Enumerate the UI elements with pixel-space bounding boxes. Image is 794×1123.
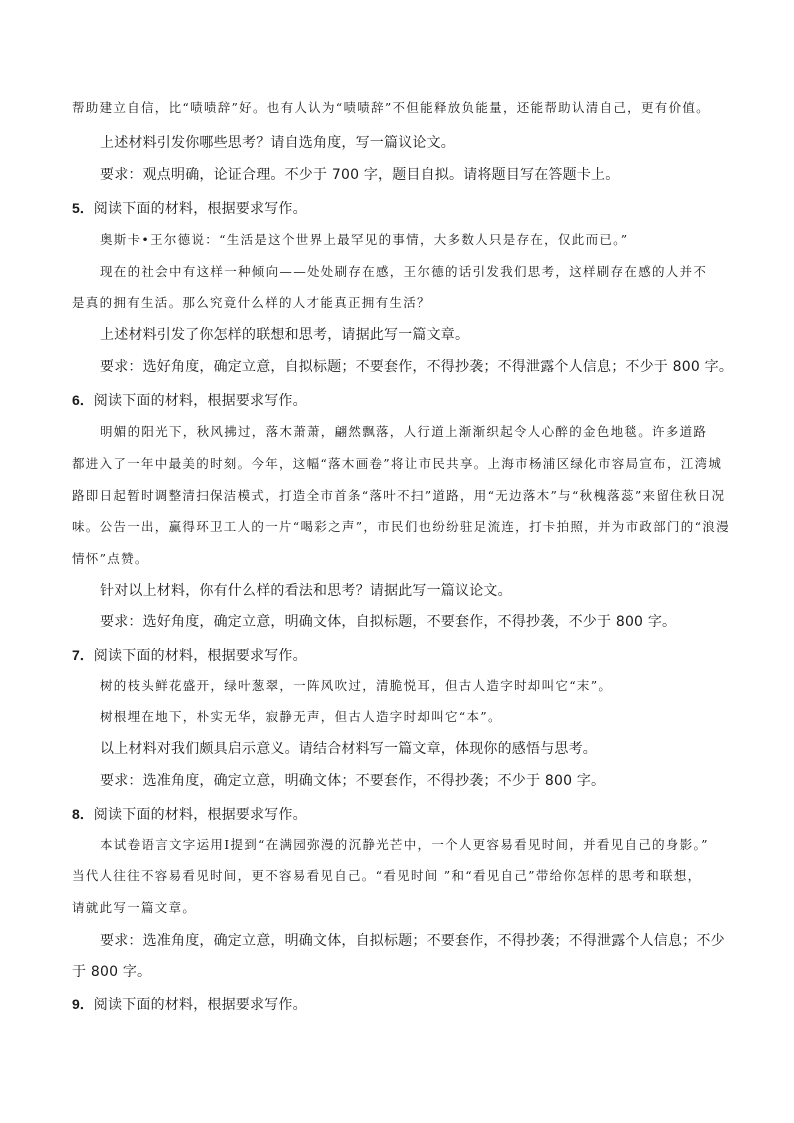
requirement-text: 要求：选准角度，确定立意，明确文体，自拟标题；不要套作，不得抄袭；不得泄露个人信息；不少 [100, 933, 725, 949]
material-text: 现在的社会中有这样一种倾向——处处刷存在感，王尔德的话引发我们思考，这样刷存在感的人并不 [100, 264, 708, 279]
material-text: 树的枝头鲜花盛开，绿叶葱翠，一阵风吹过，清脆悦耳，但古人造字时却叫它“末”。 [100, 678, 613, 693]
material-text: 树根埋在地下，朴实无华，寂静无声，但古人造字时却叫它“本”。 [100, 709, 502, 724]
question-5-heading [72, 200, 307, 216]
material-text: 明媚的阳光下，秋风拂过，落木萧萧，翩然飘落，人行道上渐渐织起令人心醉的金色地毯。许多道路 [100, 424, 708, 439]
question-prompt: 阅读下面的材料，根据要求写作。 [93, 807, 307, 823]
question-number: 7． [72, 647, 94, 663]
material-text: 都进入了一年中最美的时刻。今年，这幅“落木画卷”将让市民共享。上海市杨浦区绿化市容局宣布，江湾城 [72, 456, 723, 471]
material-text: 味。公告一出，赢得环卫工人的一片“喝彩之声”，市民们也纷纷驻足流连，打卡拍照，并为市政部门的“浪漫 [72, 519, 730, 534]
material-quote: 奥斯卡•王尔德说：“生活是这个世界上最罕见的事情，大多数人只是存在，仅此而已。” [100, 232, 629, 247]
material-text-continued: 帮助建立自信，比“啧啧辞”好。也有人认为“啧啧辞”不但能释放负能量，还能帮助认清自己，更有价值。 [72, 100, 710, 115]
question-9-heading [72, 996, 307, 1012]
requirement-text: 于 800 字。 [72, 964, 152, 980]
question-6-heading [72, 392, 307, 408]
task-instruction: 针对以上材料，你有什么样的看法和思考？请据此写一篇议论文。 [100, 583, 512, 599]
question-prompt: 阅读下面的材料，根据要求写作。 [93, 648, 307, 664]
material-text: 当代人往往不容易看见时间，更不容易看见自己。“看见时间 ”和“看见自己”带给你怎样的思考和联想， [72, 868, 702, 883]
question-7-heading [72, 647, 307, 663]
task-instruction: 上述材料引发你哪些思考？请自选角度，写一篇议论文。 [100, 135, 455, 151]
question-prompt: 阅读下面的材料，根据要求写作。 [93, 201, 307, 217]
question-number: 5． [72, 200, 94, 216]
material-text: 路即日起暂时调整清扫保洁模式，打造全市首条“落叶不扫”道路，用“无边落木”与“秋槐落蕊”来留住秋日况 [72, 488, 726, 503]
requirement-text: 要求：观点明确，论证合理。不少于 700 字，题目自拟。请将题目写在答题卡上。 [100, 167, 620, 183]
material-text: 请就此写一篇文章。 [72, 900, 197, 915]
material-text: 本试卷语言文字运用Ⅰ提到“在满园弥漫的沉静光芒中，一个人更容易看见时间，并看见自己的身影。” [100, 837, 709, 852]
question-number: 6． [72, 392, 94, 408]
question-number: 9． [72, 996, 94, 1012]
task-instruction: 上述材料引发了你怎样的联想和思考，请据此写一篇文章。 [100, 327, 470, 343]
requirement-text: 要求：选好角度，确定立意，自拟标题；不要套作，不得抄袭；不得泄露个人信息；不少于 800 字。 [100, 359, 734, 375]
material-text: 情怀”点赞。 [72, 551, 149, 566]
question-prompt: 阅读下面的材料，根据要求写作。 [93, 393, 307, 409]
requirement-text: 要求：选好角度，确定立意，明确文体，自拟标题，不要套作，不得抄袭，不少于 800 字。 [100, 614, 677, 630]
question-number: 8． [72, 806, 94, 822]
requirement-text: 要求：选准角度，确定立意，明确文体；不要套作，不得抄袭；不少于 800 字。 [100, 773, 606, 789]
question-8-heading [72, 806, 307, 822]
task-instruction: 以上材料对我们颇具启示意义。请结合材料写一篇文章，体现你的感悟与思考。 [100, 741, 597, 757]
question-prompt: 阅读下面的材料，根据要求写作。 [93, 997, 307, 1013]
material-text: 是真的拥有生活。那么究竟什么样的人才能真正拥有生活？ [72, 295, 431, 310]
